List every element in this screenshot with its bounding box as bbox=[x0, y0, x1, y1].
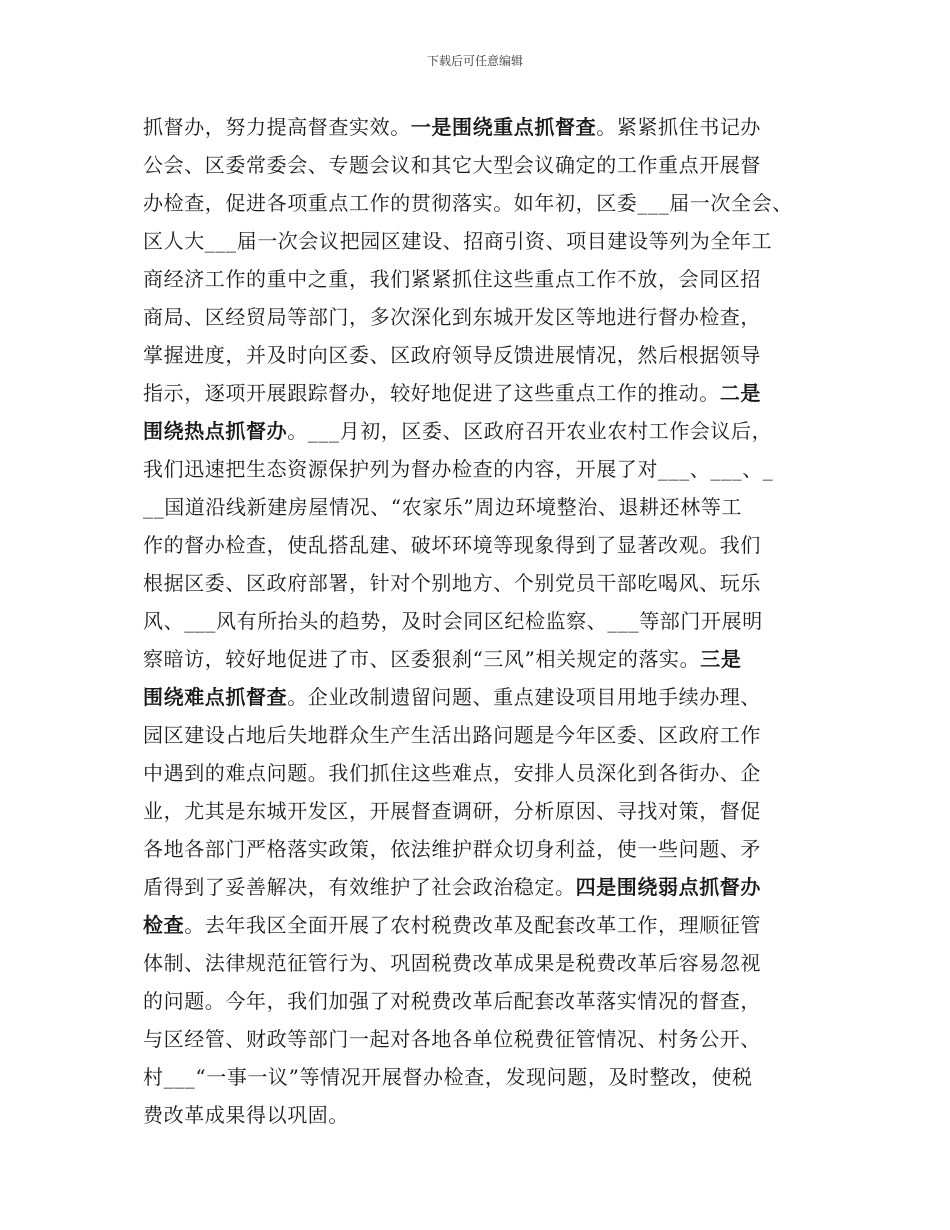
text-line bbox=[143, 108, 823, 146]
text-line bbox=[143, 450, 823, 488]
body-text: 办检查，促进各项重点工作的贯彻落实。如年初，区委___届一次全会、 bbox=[143, 191, 793, 215]
body-text: 业，尤其是东城开发区，开展督查调研，分析原因、寻找对策，督促 bbox=[143, 799, 761, 823]
text-line bbox=[143, 792, 823, 830]
body-text: 掌握进度，并及时向区委、区政府领导反馈进展情况，然后根据领导 bbox=[143, 343, 761, 367]
body-text: 区人大___届一次会议把园区建设、招商引资、项目建设等列为全年工 bbox=[143, 229, 773, 253]
body-text: 与区经管、财政等部门一起对各地各单位税费征管情况、村务公开、 bbox=[143, 1027, 761, 1051]
body-text: 。___月初，区委、区政府召开农业农村工作会议后， bbox=[287, 419, 773, 443]
body-text: 商局、区经贸局等部门，多次深化到东城开发区等地进行督办检查， bbox=[143, 305, 761, 329]
bold-heading-text: 二是 bbox=[719, 381, 762, 405]
text-line bbox=[143, 1020, 823, 1058]
text-line bbox=[143, 602, 823, 640]
bold-heading-text: 四是围绕弱点抓督办 bbox=[575, 875, 762, 899]
text-line bbox=[143, 982, 823, 1020]
body-text: 的问题。今年，我们加强了对税费改革后配套改革落实情况的督查， bbox=[143, 989, 761, 1013]
bold-heading-text: 一是围绕重点抓督查 bbox=[410, 115, 597, 139]
body-text: 。紧紧抓住书记办 bbox=[596, 115, 762, 139]
body-text: 商经济工作的重中之重，我们紧紧抓住这些重点工作不放，会同区招 bbox=[143, 267, 761, 291]
bold-heading-text: 三是 bbox=[700, 647, 742, 671]
text-line bbox=[143, 1058, 823, 1096]
bold-heading-text: 围绕难点抓督查 bbox=[143, 685, 288, 709]
text-line bbox=[143, 374, 823, 412]
body-text: 村___“一事一议”等情况开展督办检查，发现问题，及时整改，使税 bbox=[143, 1065, 753, 1089]
text-line bbox=[143, 488, 823, 526]
body-text: 作的督办检查，使乱搭乱建、破坏环境等现象得到了显著改观。我们 bbox=[143, 533, 761, 557]
body-text: 费改革成果得以巩固。 bbox=[143, 1103, 349, 1127]
body-text: 园区建设占地后失地群众生产生活出路问题是今年区委、区政府工作 bbox=[143, 723, 761, 747]
text-line bbox=[143, 678, 823, 716]
body-text: 指示，逐项开展跟踪督办，较好地促进了这些重点工作的推动。 bbox=[143, 381, 720, 405]
bold-heading-text: 检查 bbox=[143, 913, 185, 937]
text-line bbox=[143, 412, 823, 450]
text-line bbox=[143, 260, 823, 298]
body-text: 我们迅速把生态资源保护列为督办检查的内容，开展了对___、___、_ bbox=[143, 457, 774, 481]
body-text: 各地各部门严格落实政策，依法维护群众切身利益，使一些问题、矛 bbox=[143, 837, 761, 861]
text-line bbox=[143, 526, 823, 564]
body-text: 盾得到了妥善解决，有效维护了社会政治稳定。 bbox=[143, 875, 576, 899]
text-line bbox=[143, 222, 823, 260]
body-text: 中遇到的难点问题。我们抓住这些难点，安排人员深化到各街办、企 bbox=[143, 761, 761, 785]
text-line bbox=[143, 716, 823, 754]
text-line bbox=[143, 906, 823, 944]
body-text: 察暗访，较好地促进了市、区委狠刹“三风”相关规定的落实。 bbox=[143, 647, 701, 671]
body-text: 体制、法律规范征管行为、巩固税费改革成果是税费改革后容易忽视 bbox=[143, 951, 761, 975]
text-line bbox=[143, 640, 823, 678]
body-text: 抓督办，努力提高督查实效。 bbox=[143, 115, 411, 139]
text-line bbox=[143, 830, 823, 868]
text-line bbox=[143, 944, 823, 982]
page-header-note: 下载后可任意编辑 bbox=[426, 54, 523, 68]
text-line bbox=[143, 868, 823, 906]
text-line bbox=[143, 184, 823, 222]
text-line bbox=[143, 754, 823, 792]
bold-heading-text: 围绕热点抓督办 bbox=[143, 419, 288, 443]
text-line bbox=[143, 146, 823, 184]
body-text: __国道沿线新建房屋情况、“农家乐”周边环境整治、退耕还林等工 bbox=[143, 495, 743, 519]
text-line bbox=[143, 564, 823, 602]
text-line bbox=[143, 1096, 823, 1134]
body-text: 风、___风有所抬头的趋势，及时会同区纪检监察、___等部门开展明 bbox=[143, 609, 763, 633]
body-text: 。企业改制遗留问题、重点建设项目用地手续办理、 bbox=[287, 685, 762, 709]
document-body bbox=[143, 108, 823, 1134]
body-text: 。去年我区全面开展了农村税费改革及配套改革工作，理顺征管 bbox=[184, 913, 762, 937]
text-line bbox=[143, 336, 823, 374]
text-line bbox=[143, 298, 823, 336]
body-text: 根据区委、区政府部署，针对个别地方、个别党员干部吃喝风、玩乐 bbox=[143, 571, 761, 595]
body-text: 公会、区委常委会、专题会议和其它大型会议确定的工作重点开展督 bbox=[143, 153, 761, 177]
